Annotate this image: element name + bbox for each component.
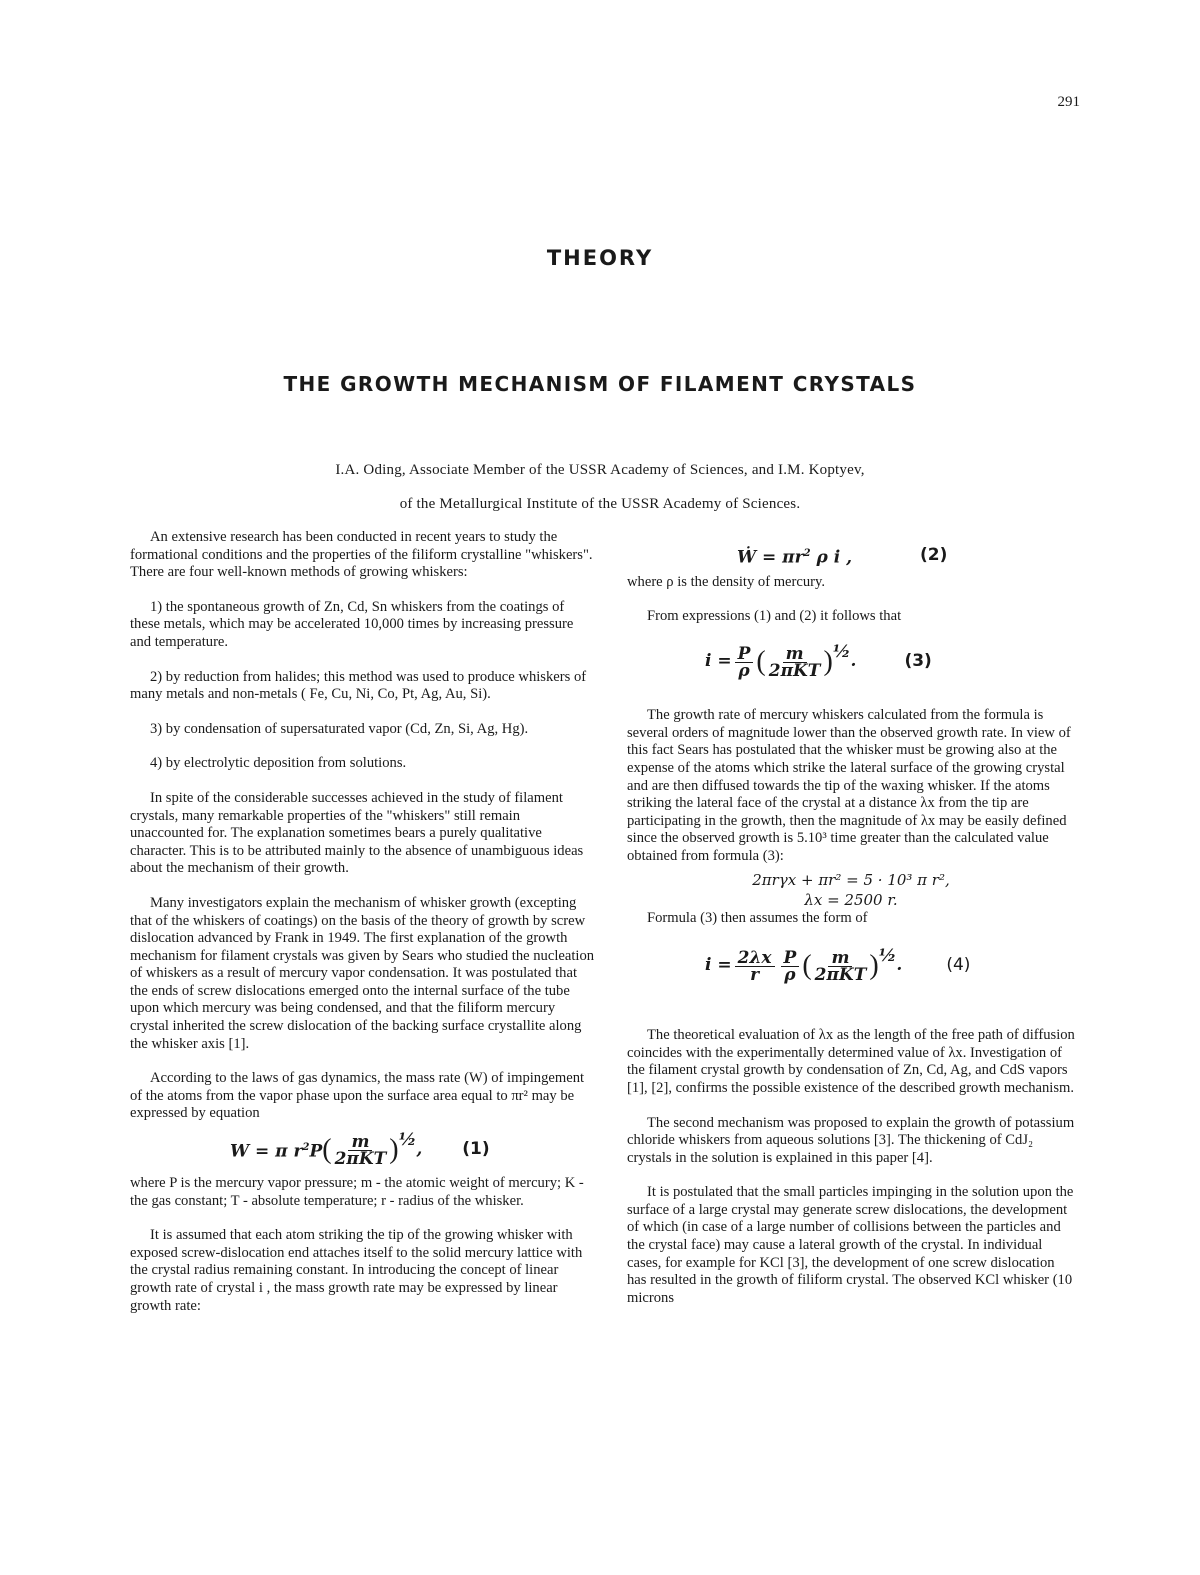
formula-paragraph: Formula (3) then assumes the form of bbox=[647, 909, 868, 926]
growth-rate-paragraph: The growth rate of mercury whiskers calculated from the formula is several orders of magnitude lower than the observed growth rate. In view of this fact Sears has postulated that the whisker must be growing also at the expense of the atoms which strike the lateral surface of the growing crystal and are then diffused towards the tip of the waxing whisker. If the atoms striking the lateral face of the crystal at a distance λx from the tip are participating in the growth, then the magnitude of λx may be easily defined since the observed growth is 5.10³ time greater than the calculated value obtained from formula (3): bbox=[627, 707, 1071, 864]
gas-dynamics-paragraph: According to the laws of gas dynamics, the mass rate (W) of impingement of the atoms from the vapor phase upon the surface area equal to πr² may be expressed by equation bbox=[130, 1070, 585, 1122]
equation-1-number: (1) bbox=[462, 1139, 490, 1160]
intro-paragraph: An extensive research has been conducted in recent years to study the formational conditions and the properties of the filiform crystalline "whiskers". There are four well-known methods of growing whiskers: bbox=[130, 529, 593, 581]
where-paragraph: where P is the mercury vapor pressure; m - the atomic weight of mercury; K - the gas constant; T - absolute temperature; r - radius of the whisker. bbox=[130, 1175, 584, 1209]
equation-4-number: (4) bbox=[946, 955, 971, 976]
section-heading: THEORY bbox=[546, 246, 654, 270]
postulated-paragraph: It is postulated that the small particles impinging in the solution upon the surface of a large crystal may generate screw dislocations, the development of which (in case of a large number of collisions between the particles and the crystal face) may cause a lateral growth of the crystal. In individual cases, for example for KCl [3], the development of one screw dislocation has resulted in the growth of filiform crystal. The observed KCl whisker (10 microns bbox=[627, 1184, 1074, 1306]
left-column bbox=[130, 529, 596, 1332]
authors-line-2: of the Metallurgical Institute of the USSR Academy of Sciences. bbox=[399, 496, 801, 512]
equation-2-number: (2) bbox=[919, 545, 948, 566]
page-number: 291 bbox=[1057, 94, 1080, 110]
investigators-paragraph: Many investigators explain the mechanism of whisker growth (excepting that of the whiskers of coatings) on the basis of the theory of growth by screw dislocation advanced by Frank in 1949. The first explanation of the growth mechanism for filament crystals was given by Sears who studied the nucleation of whiskers as a result of mercury vapor condensation. It was postulated that the ends of screw dislocations emerged onto the internal surface of the tube upon which mercury was being condensed, and that the filiform mercury crystal inherited the screw dislocation of the backing surface crystallite along the whisker axis [1]. bbox=[130, 894, 595, 1052]
method-3: 3) by condensation of supersaturated vapor (Cd, Zn, Si, Ag, Hg). bbox=[150, 720, 529, 737]
article-title: THE GROWTH MECHANISM OF FILAMENT CRYSTALS bbox=[283, 372, 917, 396]
theoretical-paragraph: The theoretical evaluation of λx as the length of the free path of diffusion coincides with the experimentally determined value of λx. Investigation of the filament crystal growth by condensation of Zn, Cd, Ag, and CdS vapors [1], [2], confirms the possible existence of the described growth mechanism. bbox=[627, 1027, 1075, 1096]
assumed-paragraph: It is assumed that each atom striking the tip of the growing whisker with exposed screw-dislocation end attaches itself to the solid mercury lattice with the crystal radius remaining constant. In introducing the concept of linear growth rate of crystal i , the mass growth rate may be expressed by linear growth rate: bbox=[130, 1227, 583, 1314]
second-mechanism-paragraph: The second mechanism was proposed to explain the growth of potassium chloride whiskers from aqueous solutions [3]. The thickening of CdJ₂ crystals in the solution is explained in this paper [4]. bbox=[627, 1114, 1075, 1166]
equation-2: Ẇ = $\pi r^2$ ρ i , (2) bbox=[737, 545, 948, 568]
follows-paragraph: From expressions (1) and (2) it follows that bbox=[647, 607, 902, 624]
rho-paragraph: where ρ is the density of mercury. bbox=[627, 574, 826, 590]
spite-paragraph: In spite of the considerable successes achieved in the study of filament crystals, many remarkable properties of the "whiskers" still remain unaccounted for. The explanation sometimes bears a purely qualitative character. This is to be attributed mainly to the absence of unambiguous ideas about the mechanism of their growth. bbox=[130, 789, 584, 877]
equation-3: i = $\frac{P}{\rho}$ ( $\frac{m}{\text{2πKT}}$ ) ½ . (3) bbox=[705, 642, 932, 681]
lambda-equations bbox=[627, 870, 1075, 910]
method-2: 2) by reduction from halides; this method was used to produce whiskers of many metals and non-metals ( Fe, Cu, Ni, Co, Pt, Ag, Au, Si). bbox=[130, 668, 587, 703]
method-4: 4) by electrolytic deposition from solutions. bbox=[150, 755, 407, 772]
equation-4: i = $\frac{2\lambda x}{r}$ $\frac{P}{\rho}$ ( $\frac{m}{\text{2πKT}}$ ) ½ . (4) bbox=[705, 946, 971, 985]
right-column bbox=[627, 544, 1075, 1324]
method-1: 1) the spontaneous growth of Zn, Cd, Sn whiskers from the coatings of these metals, which may be accelerated 10,000 times by increasing pressure and temperature. bbox=[130, 598, 574, 650]
lambda-equation-2: λx = 2500 r. bbox=[804, 890, 898, 909]
equation-3-number: (3) bbox=[904, 651, 932, 672]
lambda-equation-1: 2πrγx + πr² = 5 · 10³ π r², bbox=[752, 870, 950, 889]
equation-1: W = π $r^2P$ ( $\frac{m}{\text{2πKT}}$ ) ½ , (1) bbox=[230, 1130, 490, 1169]
authors-line-1: I.A. Oding, Associate Member of the USSR Academy of Sciences, and I.M. Koptyev, bbox=[335, 462, 865, 478]
